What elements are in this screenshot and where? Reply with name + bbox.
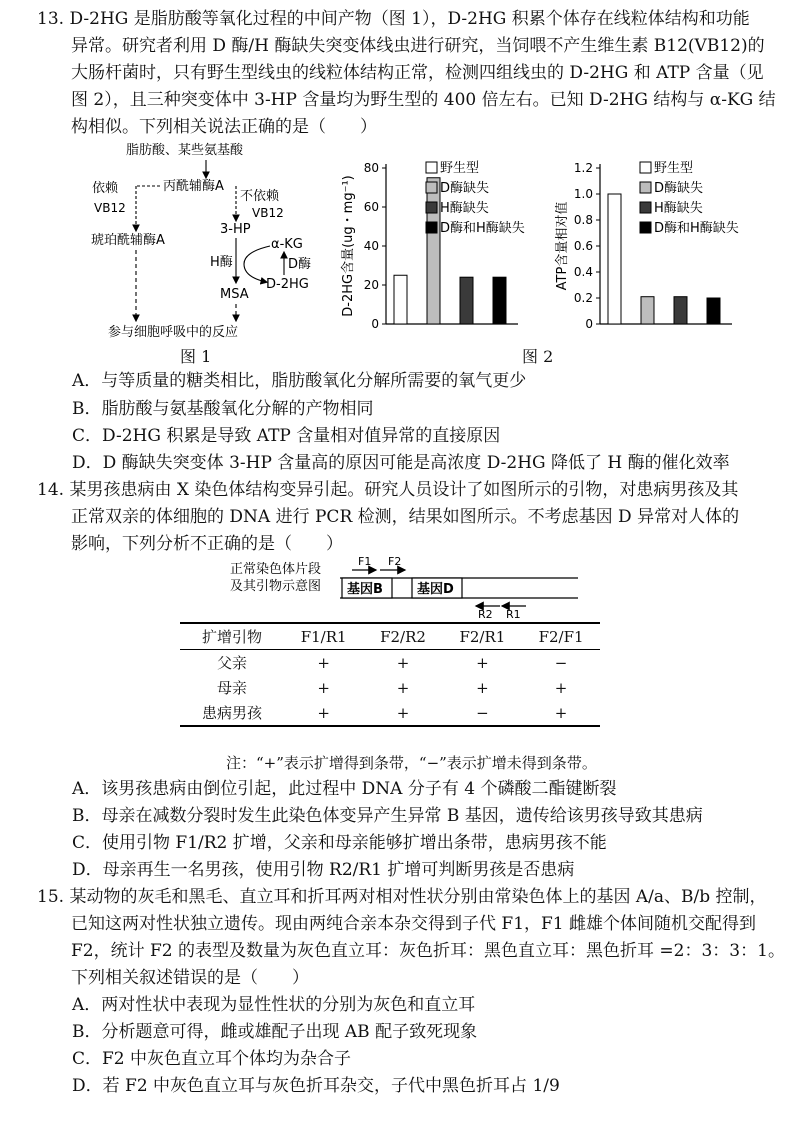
table-header-cell: F2/R2 <box>363 623 442 650</box>
primer-r1: R1 <box>506 608 521 620</box>
q14-option-c[interactable]: C．使用引物 F1/R2 扩增，父亲和母亲能够扩增出条带，患病男孩不能 <box>72 833 607 853</box>
legend-swatch <box>426 182 437 193</box>
table-cell: + <box>396 653 410 672</box>
q13-line-1: 13. D-2HG 是脂肪酸等氧化过程的中间产物（图 1），D-2HG 积累个体存在线粒体结构和功能 <box>37 9 750 29</box>
chart-d2hg-content <box>338 158 570 338</box>
gene-d-label: 基因D <box>417 582 454 597</box>
legend-entry: 野生型 <box>440 161 480 176</box>
y-tick-label: 0.8 <box>573 213 593 227</box>
q13-option-b[interactable]: B．脂肪酸与氨基酸氧化分解的产物相同 <box>72 399 374 419</box>
y-tick-label: 40 <box>363 239 379 253</box>
fig1-right-vb: VB12 <box>252 206 284 220</box>
y-tick-label: 0 <box>585 317 593 331</box>
table-header-row <box>180 623 600 650</box>
table-header-cell: F2/R1 <box>443 623 522 650</box>
y-axis-label: ATP含量相对值 <box>555 201 570 291</box>
q15-line-4: 下列相关叙述错误的是（ ） <box>71 968 309 988</box>
legend-entry: 野生型 <box>654 161 694 176</box>
q14-option-b[interactable]: B．母亲在减数分裂时发生此染色体变异产生异常 B 基因，遗传给该男孩导致其患病 <box>72 806 703 826</box>
legend-swatch <box>426 162 437 173</box>
q13-line-4: 图 2），且三种突变体中 3-HP 含量均为野生型的 400 倍左右。已知 D-2HG 结构与 α-KG 结 <box>71 90 776 110</box>
table-cell: 患病男孩 <box>180 700 284 726</box>
legend-entry: D酶和H酶缺失 <box>654 221 739 236</box>
primer-label-1: 正常染色体片段 <box>230 562 322 577</box>
fig1-3hp: 3-HP <box>220 222 251 237</box>
q13-option-d[interactable]: D．D 酶缺失突变体 3-HP 含量高的原因可能是高浓度 D-2HG 降低了 H 酶的催化效率 <box>72 453 730 473</box>
table-cell: − <box>554 653 568 672</box>
legend-entry: D酶和H酶缺失 <box>440 221 525 236</box>
table-cell: + <box>363 700 442 726</box>
gene-b-label: 基因B <box>347 582 383 597</box>
table-cell: + <box>476 678 489 697</box>
figure-1-caption: 图 1 <box>180 347 212 366</box>
bar-3 <box>674 297 687 324</box>
bar-2 <box>427 178 440 324</box>
primer-f1: F1 <box>358 556 372 568</box>
bar-4 <box>493 277 506 324</box>
q15-option-d[interactable]: D．若 F2 中灰色直立耳与灰色折耳杂交，子代中黑色折耳占 1/9 <box>72 1076 560 1096</box>
fig1-akg: α-KG <box>271 237 303 252</box>
fig1-bottom-label: 参与细胞呼吸中的反应 <box>108 325 239 340</box>
y-tick-label: 1.0 <box>573 187 593 201</box>
legend-swatch <box>640 222 651 233</box>
pcr-result-table <box>180 622 600 727</box>
q15-option-b[interactable]: B．分析题意可得，雌或雄配子出现 AB 配子致死现象 <box>72 1022 478 1042</box>
legend-entry: D酶缺失 <box>654 181 704 196</box>
table-cell: − <box>443 700 522 726</box>
q14-line-3: 影响，下列分析不正确的是（ ） <box>71 534 343 554</box>
table-cell: + <box>317 653 330 672</box>
q15-line-3: F2，统计 F2 的表型及数量为灰色直立耳：灰色折耳：黑色直立耳：黑色折耳 =2：3：3：1。 <box>71 941 785 961</box>
primer-f2: F2 <box>388 556 402 568</box>
y-tick-label: 0.4 <box>573 265 593 279</box>
fig1-left-vb: VB12 <box>94 201 126 215</box>
table-cell: + <box>317 678 330 697</box>
fig1-d2hg: D-2HG <box>266 277 309 292</box>
bar-4 <box>707 298 720 324</box>
table-row <box>180 700 600 726</box>
fig1-left-product: 琥珀酰辅酶A <box>91 233 165 248</box>
y-tick-label: 20 <box>363 278 379 292</box>
y-tick-label: 80 <box>363 161 379 175</box>
y-axis-label: D-2HG含量(ug・mg⁻¹) <box>341 175 356 317</box>
bar-3 <box>460 277 473 324</box>
y-tick-label: 60 <box>363 200 379 214</box>
fig1-mid-label: 丙酰辅酶A <box>163 179 224 194</box>
figure-1-pathway <box>88 140 318 340</box>
table-header-cell: F1/R1 <box>284 623 363 650</box>
legend-entry: H酶缺失 <box>654 201 703 216</box>
table-header-cell: 扩增引物 <box>180 623 284 650</box>
legend-entry: D酶缺失 <box>440 181 490 196</box>
table-cell: + <box>522 700 600 726</box>
q14-option-a[interactable]: A．该男孩患病由倒位引起，此过程中 DNA 分子有 4 个磷酸二酯键断裂 <box>72 779 617 799</box>
q14-option-d[interactable]: D．母亲再生一名男孩，使用引物 R2/R1 扩增可判断男孩是否患病 <box>72 860 575 880</box>
fig1-msa: MSA <box>220 287 249 302</box>
legend-entry: H酶缺失 <box>440 201 489 216</box>
table-note: 注：“+”表示扩增得到条带，“−”表示扩增未得到条带。 <box>226 754 597 772</box>
fig1-h-enzyme: H酶 <box>210 255 233 270</box>
table-row <box>180 675 600 700</box>
fig1-left-dep: 依赖 <box>92 181 119 196</box>
table-cell: + <box>476 653 489 672</box>
table-cell: + <box>396 678 410 697</box>
q15-line-2: 已知这两对性状独立遗传。现由两纯合亲本杂交得到子代 F1，F1 雌雄个体间随机交配得到 <box>71 914 757 934</box>
q14-line-1: 14. 某男孩患病由 X 染色体结构变异引起。研究人员设计了如图所示的引物，对患病男孩及其 <box>37 480 739 500</box>
legend-swatch <box>640 202 651 213</box>
q13-line-5: 构相似。下列相关说法正确的是（ ） <box>71 117 377 137</box>
y-tick-label: 1.2 <box>573 161 593 175</box>
bar-1 <box>608 194 621 324</box>
primer-r2: R2 <box>478 608 493 620</box>
table-cell: 父亲 <box>216 654 247 672</box>
y-tick-label: 0 <box>371 317 379 331</box>
legend-swatch <box>426 222 437 233</box>
fig1-d-enzyme: D酶 <box>288 257 312 272</box>
figure-2-caption: 图 2 <box>522 347 554 366</box>
legend-swatch <box>640 182 651 193</box>
q15-line-1: 15. 某动物的灰毛和黑毛、直立耳和折耳两对相对性状分别由常染色体上的基因 A/a、B/b 控制， <box>37 887 767 907</box>
bar-1 <box>394 275 407 324</box>
legend-swatch <box>426 202 437 213</box>
table-header-cell: F2/F1 <box>522 623 600 650</box>
y-tick-label: 0.6 <box>573 239 593 253</box>
table-row <box>180 650 600 676</box>
q15-option-a[interactable]: A．两对性状中表现为显性性状的分别为灰色和直立耳 <box>72 995 476 1015</box>
table-cell: 母亲 <box>216 679 247 697</box>
q13-option-a[interactable]: A．与等质量的糖类相比，脂肪酸氧化分解所需要的氧气更少 <box>72 371 527 391</box>
q13-option-c[interactable]: C．D-2HG 积累是导致 ATP 含量相对值异常的直接原因 <box>72 426 501 446</box>
table-cell: + <box>284 700 363 726</box>
primer-diagram <box>228 556 578 620</box>
q14-line-2: 正常双亲的体细胞的 DNA 进行 PCR 检测，结果如图所示。不考虑基因 D 异常对人体的 <box>71 507 740 527</box>
primer-label-2: 及其引物示意图 <box>230 579 322 594</box>
y-tick-label: 0.2 <box>573 291 593 305</box>
fig1-top-label: 脂肪酸、某些氨基酸 <box>126 143 244 158</box>
q15-option-c[interactable]: C．F2 中灰色直立耳个体均为杂合子 <box>72 1049 352 1069</box>
fig1-right-nodep: 不依赖 <box>240 189 280 204</box>
q13-line-3: 大肠杆菌时，只有野生型线虫的线粒体结构正常，检测四组线虫的 D-2HG 和 ATP 含量（见 <box>71 63 764 83</box>
q13-line-2: 异常。研究者利用 D 酶/H 酶缺失突变体线虫进行研究，当饲喂不产生维生素 B12(VB12)的 <box>71 36 765 56</box>
chart-atp-relative <box>552 158 784 338</box>
legend-swatch <box>640 162 651 173</box>
table-cell: + <box>554 678 568 697</box>
bar-2 <box>641 297 654 324</box>
